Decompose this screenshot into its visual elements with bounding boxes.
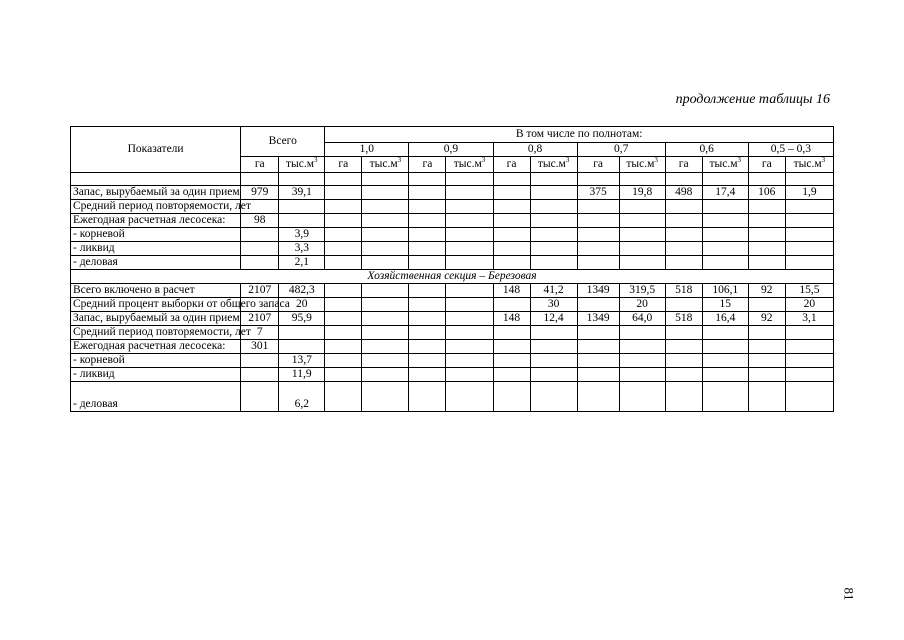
table-row (71, 242, 834, 256)
table-cell (493, 214, 530, 228)
table-cell (325, 214, 362, 228)
table-cell (530, 256, 577, 270)
table-cell (748, 200, 785, 214)
table-cell (362, 200, 409, 214)
table-cell (325, 326, 362, 340)
table-cell (619, 340, 665, 354)
table-cell (409, 354, 446, 368)
table-cell (785, 256, 833, 270)
table-cell (325, 200, 362, 214)
table-cell (446, 368, 493, 382)
table-cell: 2,1 (279, 256, 325, 270)
row-label: Средний процент выборки от общего запаса (71, 298, 241, 312)
table-cell (493, 368, 530, 382)
table-cell (530, 242, 577, 256)
table-cell (362, 242, 409, 256)
table-row (71, 214, 834, 228)
table-cell (409, 256, 446, 270)
table-cell (362, 298, 409, 312)
table-cell (785, 228, 833, 242)
table-cell (493, 242, 530, 256)
table-cell (325, 340, 362, 354)
table-cell (446, 200, 493, 214)
row-label: - ликвид (71, 242, 241, 256)
table-cell (619, 256, 665, 270)
table-cell (530, 186, 577, 200)
table-cell (748, 354, 785, 368)
table-cell (665, 242, 702, 256)
table-cell: 106 (748, 186, 785, 200)
table-cell (409, 340, 446, 354)
table-caption: продолжение таблицы 16 (675, 92, 830, 107)
table-cell (409, 200, 446, 214)
table-cell (446, 298, 493, 312)
row-label: - корневой (71, 228, 241, 242)
table-row (71, 312, 834, 326)
row-label: Всего включено в расчет (71, 284, 241, 298)
table-cell (362, 382, 409, 412)
table-cell (577, 326, 619, 340)
table-cell (577, 298, 619, 312)
table-cell (577, 242, 619, 256)
table-cell: 7 (241, 326, 279, 340)
table-cell (619, 326, 665, 340)
table-cell (702, 326, 748, 340)
table-cell (619, 354, 665, 368)
table-cell (665, 298, 702, 312)
table-cell (748, 368, 785, 382)
table-cell (362, 256, 409, 270)
table-cell (577, 340, 619, 354)
table-cell (362, 326, 409, 340)
forest-stock-table (70, 126, 834, 412)
table-cell (325, 186, 362, 200)
row-label: - деловая (71, 382, 241, 412)
table-cell (748, 298, 785, 312)
table-cell (362, 228, 409, 242)
table-cell: 301 (241, 340, 279, 354)
table-cell (665, 340, 702, 354)
table-cell: 2107 (241, 312, 279, 326)
table-cell: 92 (748, 312, 785, 326)
table-cell (530, 228, 577, 242)
table-cell (362, 340, 409, 354)
table-cell (748, 382, 785, 412)
table-cell (493, 326, 530, 340)
table-cell (530, 214, 577, 228)
table-cell (530, 340, 577, 354)
table-cell (279, 340, 325, 354)
table-cell (665, 214, 702, 228)
table-cell (409, 284, 446, 298)
table-cell (530, 368, 577, 382)
table-cell (446, 312, 493, 326)
table-cell: 17,4 (702, 186, 748, 200)
table-cell (785, 340, 833, 354)
table-cell (785, 368, 833, 382)
table-cell (241, 256, 279, 270)
table-cell: 15 (702, 298, 748, 312)
table-cell (409, 228, 446, 242)
header-unit-volume: $тыс.м^3$ (279, 157, 325, 173)
table-cell (619, 368, 665, 382)
header-unit-volume: $тыс.м^3$ (530, 157, 577, 173)
table-cell (530, 326, 577, 340)
table-cell: 3,9 (279, 228, 325, 242)
table-cell (665, 228, 702, 242)
table-cell (325, 354, 362, 368)
table-cell (409, 368, 446, 382)
header-unit-volume: $тыс.м^3$ (619, 157, 665, 173)
table-cell (409, 382, 446, 412)
table-cell: 979 (241, 186, 279, 200)
table-cell (493, 354, 530, 368)
table-cell: 20 (619, 298, 665, 312)
table-cell (493, 298, 530, 312)
table-cell (409, 326, 446, 340)
table-cell: 39,1 (279, 186, 325, 200)
table-cell (493, 186, 530, 200)
table-cell (446, 382, 493, 412)
table-cell (748, 256, 785, 270)
table-cell (446, 284, 493, 298)
table-cell: 148 (493, 312, 530, 326)
table-cell: 95,9 (279, 312, 325, 326)
table-cell: 1349 (577, 312, 619, 326)
table-cell (530, 382, 577, 412)
table-cell (446, 354, 493, 368)
row-label: Запас, вырубаемый за один прием (71, 312, 241, 326)
table-cell (493, 228, 530, 242)
table-cell: 64,0 (619, 312, 665, 326)
table-cell (325, 382, 362, 412)
header-unit-volume: $тыс.м^3$ (785, 157, 833, 173)
table-row (71, 340, 834, 354)
table-cell: 375 (577, 186, 619, 200)
table-cell (577, 354, 619, 368)
table-cell (493, 256, 530, 270)
table-cell: 12,4 (530, 312, 577, 326)
table-cell (325, 312, 362, 326)
table-cell: 518 (665, 284, 702, 298)
table-cell: 6,2 (279, 382, 325, 412)
table-cell: 319,5 (619, 284, 665, 298)
table-cell (325, 298, 362, 312)
table-row (71, 228, 834, 242)
table-row (71, 326, 834, 340)
table-row (71, 368, 834, 382)
table-cell (619, 214, 665, 228)
section-row (71, 270, 834, 284)
row-label: - деловая (71, 256, 241, 270)
row-label: Средний период повторяемости, лет (71, 326, 241, 340)
table-cell (619, 228, 665, 242)
table-cell: 148 (493, 284, 530, 298)
table-cell (446, 228, 493, 242)
table-cell (409, 186, 446, 200)
table-cell (577, 200, 619, 214)
header-unit-ha: га (577, 157, 619, 173)
table-cell (446, 326, 493, 340)
table-row (71, 256, 834, 270)
table-cell (241, 228, 279, 242)
table-cell (702, 214, 748, 228)
table-cell (446, 256, 493, 270)
table-cell: 3,3 (279, 242, 325, 256)
table-cell (362, 186, 409, 200)
table-cell (241, 242, 279, 256)
table-cell (493, 340, 530, 354)
table-cell (325, 368, 362, 382)
table-cell (702, 340, 748, 354)
table-cell (748, 214, 785, 228)
table-cell (362, 284, 409, 298)
table-cell (702, 242, 748, 256)
table-cell (665, 326, 702, 340)
table-cell: 1349 (577, 284, 619, 298)
table-cell (577, 228, 619, 242)
table-cell (409, 312, 446, 326)
table-cell: 482,3 (279, 284, 325, 298)
table-cell (446, 340, 493, 354)
page-number: 81 (841, 587, 857, 601)
table-cell (241, 368, 279, 382)
header-by-density: В том числе по полнотам: (325, 127, 834, 143)
table-cell (702, 368, 748, 382)
table-cell (409, 242, 446, 256)
table-cell (530, 200, 577, 214)
table-cell (362, 368, 409, 382)
table-cell (665, 256, 702, 270)
header-unit-ha: га (493, 157, 530, 173)
table-cell: 41,2 (530, 284, 577, 298)
table-cell (785, 200, 833, 214)
table-cell (702, 228, 748, 242)
table-cell (325, 228, 362, 242)
table-cell (279, 326, 325, 340)
table-cell (241, 382, 279, 412)
row-label: - корневой (71, 354, 241, 368)
table-cell: 98 (241, 214, 279, 228)
table-cell: 3,1 (785, 312, 833, 326)
header-unit-ha: га (325, 157, 362, 173)
table-cell (619, 242, 665, 256)
table-cell (577, 214, 619, 228)
header-density-1: 0,9 (409, 143, 493, 157)
header-unit-volume: $тыс.м^3$ (446, 157, 493, 173)
table-row (71, 284, 834, 298)
row-label: Средний период повторяемости, лет (71, 200, 241, 214)
table-cell (409, 214, 446, 228)
row-label: - ликвид (71, 368, 241, 382)
table-cell (785, 214, 833, 228)
table-cell: 30 (530, 298, 577, 312)
table-cell (577, 256, 619, 270)
table-cell (577, 382, 619, 412)
table-cell: 11,9 (279, 368, 325, 382)
header-total: Всего (241, 127, 325, 157)
table-cell (702, 256, 748, 270)
header-density-2: 0,8 (493, 143, 577, 157)
table-cell (785, 382, 833, 412)
spacer-row (71, 173, 834, 186)
table-row (71, 298, 834, 312)
table-cell (665, 354, 702, 368)
table-row (71, 186, 834, 200)
header-unit-ha: га (409, 157, 446, 173)
table-cell (493, 382, 530, 412)
header-indicators: Показатели (71, 127, 241, 173)
table-cell: 2107 (241, 284, 279, 298)
header-density-4: 0,6 (665, 143, 748, 157)
table-cell (702, 354, 748, 368)
table-row (71, 382, 834, 412)
table-cell (785, 326, 833, 340)
table-cell (446, 242, 493, 256)
table-cell (665, 200, 702, 214)
table-cell: 16,4 (702, 312, 748, 326)
row-label: Запас, вырубаемый за один прием (71, 186, 241, 200)
table-cell: 106,1 (702, 284, 748, 298)
header-density-0: 1,0 (325, 143, 409, 157)
table-cell (702, 382, 748, 412)
row-label: Ежегодная расчетная лесосека: (71, 214, 241, 228)
table-cell (279, 200, 325, 214)
section-title: Хозяйственная секция – Березовая (71, 270, 834, 284)
row-label: Ежегодная расчетная лесосека: (71, 340, 241, 354)
header-density-5: 0,5 – 0,3 (748, 143, 833, 157)
table-cell: 15,5 (785, 284, 833, 298)
table-cell: 19,8 (619, 186, 665, 200)
table-cell (665, 368, 702, 382)
table-cell (702, 200, 748, 214)
table-row (71, 200, 834, 214)
table-row (71, 354, 834, 368)
table-cell (241, 354, 279, 368)
table-cell: 1,9 (785, 186, 833, 200)
table-cell (325, 256, 362, 270)
table-cell (493, 200, 530, 214)
header-unit-volume: $тыс.м^3$ (702, 157, 748, 173)
table-cell (362, 354, 409, 368)
header-unit-ha: га (748, 157, 785, 173)
table-cell (446, 186, 493, 200)
table-cell: 498 (665, 186, 702, 200)
table-cell (325, 242, 362, 256)
table-cell (748, 340, 785, 354)
header-unit-volume: $тыс.м^3$ (362, 157, 409, 173)
table-cell (748, 326, 785, 340)
table-cell: 518 (665, 312, 702, 326)
table-cell (577, 368, 619, 382)
table-cell (409, 298, 446, 312)
table-cell: 92 (748, 284, 785, 298)
header-unit-ha: га (665, 157, 702, 173)
header-unit-ha: га (241, 157, 279, 173)
table-cell (362, 312, 409, 326)
table-cell (619, 200, 665, 214)
table-cell (530, 354, 577, 368)
table-cell (362, 214, 409, 228)
table-cell (748, 242, 785, 256)
table-cell (785, 354, 833, 368)
table-cell: 20 (279, 298, 325, 312)
table-cell (446, 214, 493, 228)
header-density-3: 0,7 (577, 143, 665, 157)
table-cell (325, 284, 362, 298)
table-cell (279, 214, 325, 228)
table-cell (619, 382, 665, 412)
table-cell (785, 242, 833, 256)
table-cell: 13,7 (279, 354, 325, 368)
table-cell: 20 (785, 298, 833, 312)
table-cell (748, 228, 785, 242)
table-cell (665, 382, 702, 412)
